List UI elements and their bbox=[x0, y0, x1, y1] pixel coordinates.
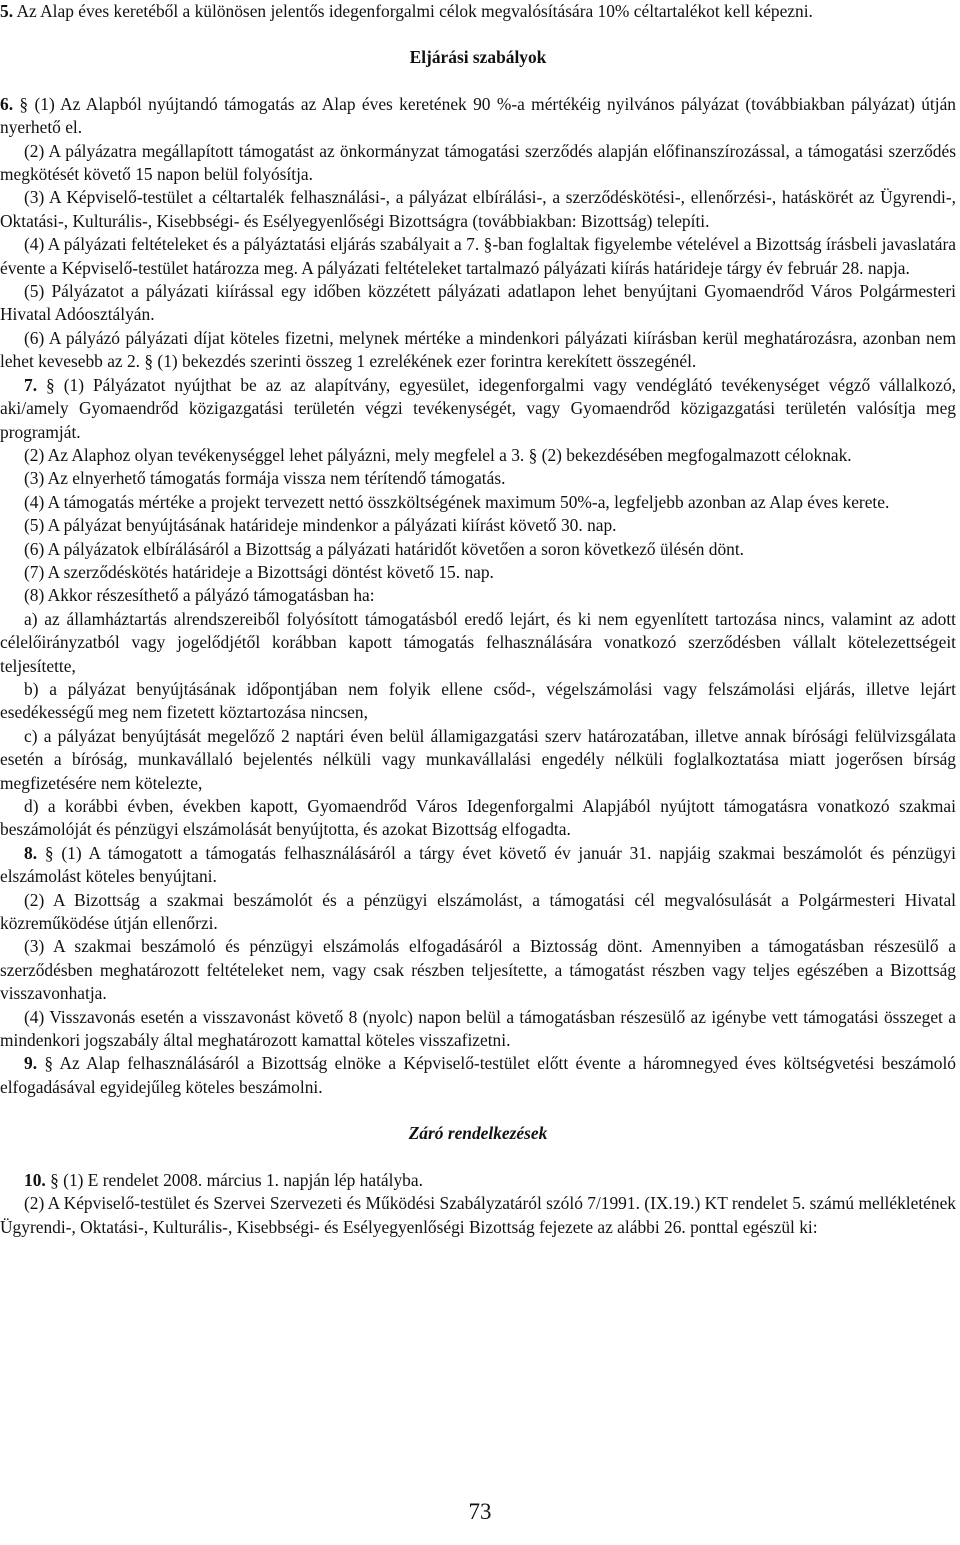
paragraph-p6-1 bbox=[0, 93, 956, 140]
paragraph-p7-7 bbox=[0, 561, 956, 584]
paragraph-text: § (1) E rendelet 2008. március 1. napján lép hatályba. bbox=[50, 1169, 423, 1190]
paragraph-p6-6 bbox=[0, 327, 956, 374]
paragraph-text: (2) A pályázatra megállapított támogatást az önkormányzat támogatási szerződés alapján előfinanszírozással, a támogatási szerződés megkötését követő 15 napon belül folyósítja. bbox=[0, 140, 956, 185]
paragraph-text: d) a korábbi évben, években kapott, Gyomaendrőd Város Idegenforgalmi Alapjából nyújtott támogatásra vonatkozó szakmai beszámolóját és pénzügyi elszámolását benyújtotta, és azokat Bizottság elfogadta. bbox=[0, 796, 956, 840]
paragraph-p5 bbox=[0, 0, 956, 23]
paragraph-text: Az Alap éves keretéből a különösen jelentős idegenforgalmi célok megvalósítására 10% céltartalékot kell képezni. bbox=[16, 1, 813, 21]
spacer bbox=[0, 1099, 956, 1122]
paragraph-p8-1 bbox=[0, 842, 956, 889]
paragraph-p7-4 bbox=[0, 491, 956, 514]
paragraph-p6-2 bbox=[0, 140, 956, 187]
section-number: 7. bbox=[24, 374, 38, 395]
paragraph-p6-5 bbox=[0, 280, 956, 327]
section-number: 10. bbox=[24, 1169, 46, 1190]
section-number: 9. bbox=[24, 1053, 38, 1074]
paragraph-p7-8 bbox=[0, 584, 956, 607]
paragraph-text: (4) Visszavonás esetén a visszavonást követő 8 (nyolc) napon belül a támogatásban részesülő az igénybe vett támogatási összeget a mindenkori jogszabály által meghatározott kamattal köteles visszafizetni. bbox=[0, 1006, 956, 1051]
paragraph-text: (4) A pályázati feltételeket és a pályáztatási eljárás szabályait a 7. §-ban foglaltak figyelembe vételével a Bizottság írásbeli javaslatára évente a Képviselő-testület határozza meg. A pályázati feltételeket tartalmazó pályázati kiírás határideje tárgy év február 28. napja. bbox=[0, 234, 956, 278]
paragraph-text: (5) Pályázatot a pályázati kiírással egy időben közzétett pályázati adatlapon lehet benyújtani Gyomaendrőd Város Polgármesteri Hivatal Adóosztályán. bbox=[0, 281, 956, 325]
paragraph-p9 bbox=[0, 1052, 956, 1099]
paragraph-p6-4 bbox=[0, 233, 956, 280]
paragraph-p8-3 bbox=[0, 935, 956, 1005]
paragraph-text: a) az államháztartás alrendszereiből folyósított támogatásból eredő lejárt, és ki nem egyenlített tartozása nincs, valamint az adott célelőirányzatból vagy jogelődjétől korábban kapott támogatás felhasználására vonatkozó szerződésben vállalt kötelezettségeit teljesítette, bbox=[0, 608, 956, 676]
paragraph-p7-3 bbox=[0, 467, 956, 490]
paragraph-p7-8a bbox=[0, 608, 956, 678]
paragraph-text: (6) A pályázatok elbírálásáról a Bizottság a pályázati határidőt követően a soron következő ülésén dönt. bbox=[24, 538, 745, 559]
paragraph-text: § (1) Az Alapból nyújtandó támogatás az Alap éves keretének 90 %-a mértékéig nyilvános pályázat (továbbiakban pályázat) útján nyerhető el. bbox=[0, 93, 956, 138]
paragraph-text: (3) A szakmai beszámoló és pénzügyi elszámolás elfogadásáról a Biztosság dönt. Amennyiben a támogatásban részesülő a szerződésben meghatározott feltételeket nem, vagy csak részben teljesítette, a támogatást részben vagy teljes egészében a Bizottság visszavonhatja. bbox=[0, 936, 956, 1004]
section-number: 8. bbox=[24, 842, 38, 863]
paragraph-text: (5) A pályázat benyújtásának határideje mindenkor a pályázati kiírást követő 30. nap. bbox=[24, 515, 617, 536]
section-heading: Eljárási szabályok bbox=[409, 47, 547, 68]
paragraph-p7-8b bbox=[0, 678, 956, 725]
spacer bbox=[0, 23, 956, 46]
paragraph-text: (2) A Bizottság a szakmai beszámolót és a pénzügyi elszámolást, a támogatási cél megvalósulását a Polgármesteri Hivatal közreműködése útján ellenőrzi. bbox=[0, 889, 956, 934]
section-number: 6. bbox=[0, 93, 14, 114]
paragraph-p7-5 bbox=[0, 514, 956, 537]
paragraph-text: c) a pályázat benyújtását megelőző 2 naptári éven belül államigazgatási szerv határozatában, illetve annak bírósági felülvizsgálata esetén a bíróság, munkavállaló bejelentés nélküli vagy munkavállalási engedély nélküli foglalkoztatása miatt jogerősen bírság megfizetésére nem kötelezte, bbox=[0, 725, 956, 793]
paragraph-p7-8d bbox=[0, 795, 956, 842]
paragraph-p7-2 bbox=[0, 444, 956, 467]
paragraph-p8-2 bbox=[0, 889, 956, 936]
paragraph-p10-1 bbox=[0, 1169, 956, 1192]
spacer bbox=[0, 70, 956, 93]
paragraph-text: (3) A Képviselő-testület a céltartalék felhasználási-, a pályázat elbírálási-, a szerződéskötési-, ellenőrzési-, hatáskörét az Ügyrendi-, Oktatási-, Kulturális-, Kisebbségi- és Esélyegyenlőségi Bizottságra (továbbiakban: Bizottság) telepíti. bbox=[0, 187, 956, 231]
page-number: 73 bbox=[468, 1499, 492, 1524]
paragraph-text: (7) A szerződéskötés határideje a Bizottsági döntést követő 15. nap. bbox=[24, 561, 494, 582]
paragraph-p7-6 bbox=[0, 538, 956, 561]
paragraph-text: b) a pályázat benyújtásának időpontjában nem folyik ellene csőd-, végelszámolási vagy felszámolási eljárás, illetve lejárt esedékességű meg nem fizetett köztartozása nincsen, bbox=[0, 678, 956, 723]
paragraph-text: § Az Alap felhasználásáról a Bizottság elnöke a Képviselő-testület előtt évente a háromnegyed éves költségvetési beszámoló elfogadásával egyidejűleg köteles beszámolni. bbox=[0, 1053, 956, 1097]
paragraph-text: (3) Az elnyerhető támogatás formája vissza nem térítendő támogatás. bbox=[24, 468, 506, 489]
paragraph-p6-3 bbox=[0, 186, 956, 233]
section-number: 5. bbox=[0, 1, 14, 21]
paragraph-p10-2 bbox=[0, 1192, 956, 1239]
paragraph-text: (6) A pályázó pályázati díjat köteles fizetni, melynek mértéke a mindenkori pályázati kiírásban kerül meghatározásra, azonban nem lehet kevesebb az 2. § (1) bekezdés szerinti összeg 1 ezrelékének ezer forintra kerekített összegénél. bbox=[0, 327, 956, 372]
paragraph-p7-1 bbox=[0, 374, 956, 444]
paragraph-text: (4) A támogatás mértéke a projekt tervezett nettó összköltségének maximum 50%-a, legfeljebb azonban az Alap éves kerete. bbox=[24, 491, 890, 512]
spacer bbox=[0, 1146, 956, 1169]
paragraph-p8-4 bbox=[0, 1006, 956, 1053]
paragraph-text: (2) Az Alaphoz olyan tevékenységgel lehet pályázni, mely megfelel a 3. § (2) bekezdésében megfogalmazott céloknak. bbox=[24, 444, 852, 465]
paragraph-text: (2) A Képviselő-testület és Szervei Szervezeti és Működési Szabályzatáról szóló 7/1991. (IX.19.) KT rendelet 5. számú mellékletének Ügyrendi-, Oktatási-, Kulturális-, Kisebbségi- és Esélyegyenlőségi Bizottság fejezete az alábbi 26. ponttal egészül ki: bbox=[0, 1193, 956, 1237]
paragraph-text: § (1) Pályázatot nyújthat be az az alapítvány, egyesület, idegenforgalmi vagy vendéglátó tevékenységet végző vállalkozó, aki/amely Gyomaendrőd közigazgatási területén végzi tevékenységét, vagy Gyomaendrőd közigazgatási területén valósítja meg programját. bbox=[0, 374, 956, 442]
paragraph-text: § (1) A támogatott a támogatás felhasználásáról a tárgy évet követő év január 31. napjáig szakmai beszámolót és pénzügyi elszámolást köteles benyújtani. bbox=[0, 842, 956, 887]
paragraph-text: (8) Akkor részesíthető a pályázó támogatásban ha: bbox=[24, 585, 375, 606]
section-heading: Záró rendelkezések bbox=[408, 1123, 548, 1144]
paragraph-p7-8c bbox=[0, 725, 956, 795]
